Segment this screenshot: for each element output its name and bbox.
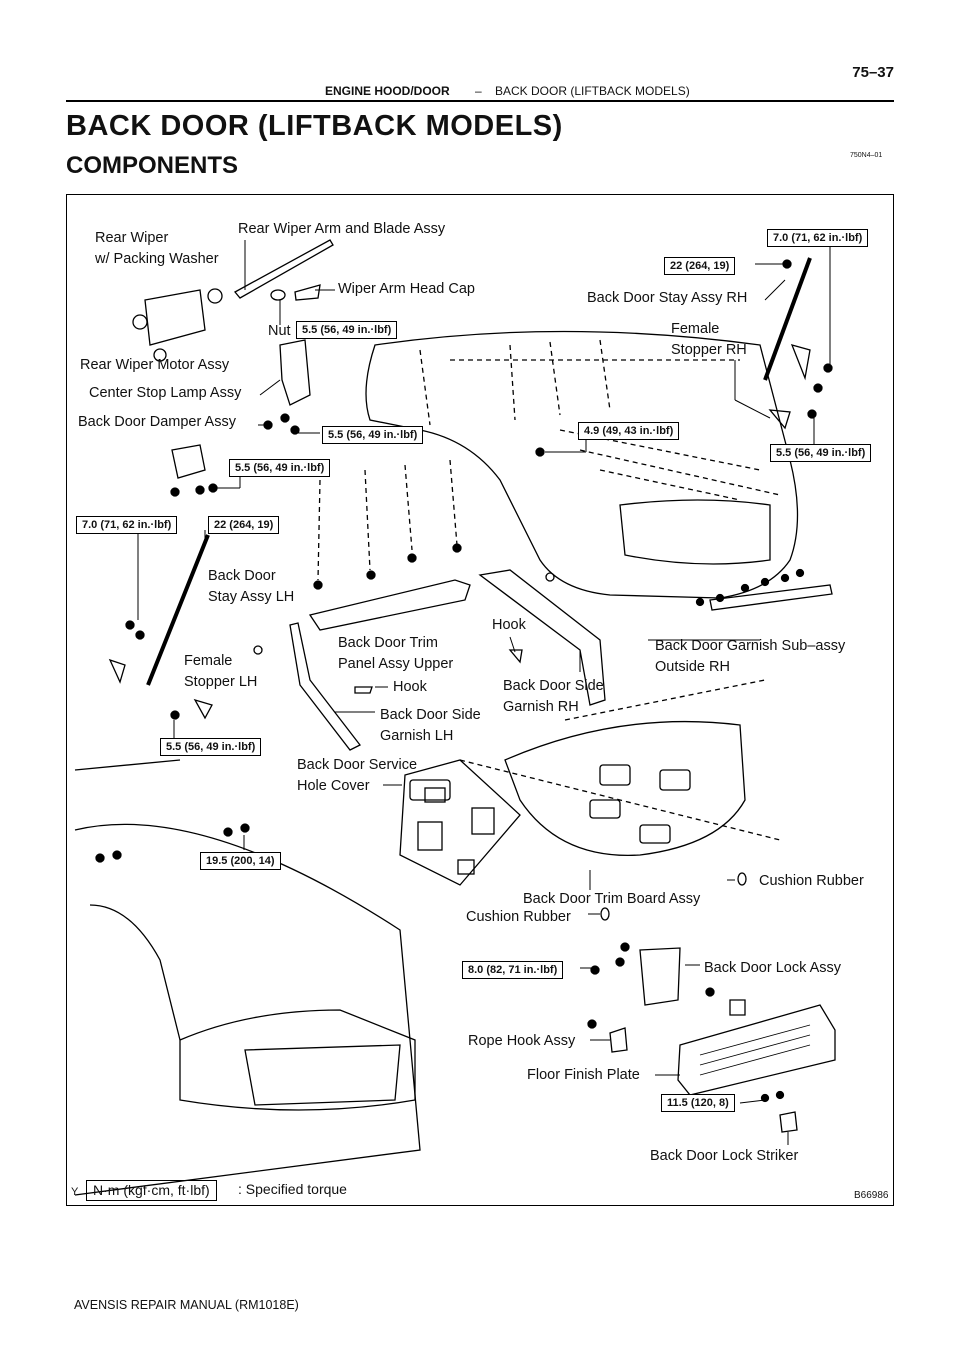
figure-code: B66986 [854,1190,889,1201]
torque-5-5-lamp: 5.5 (56, 49 in.·lbf) [322,426,423,444]
page-subtitle: COMPONENTS [66,152,239,179]
torque-11-5: 11.5 (120, 8) [661,1094,735,1112]
legend-unit-box: N·m (kgf·cm, ft·lbf) [86,1180,217,1201]
page-number: 75–37 [852,64,894,81]
label-service-hole-cover: Back Door Service Hole Cover [297,757,418,794]
page-title: BACK DOOR (LIFTBACK MODELS) [66,110,563,142]
label-nut: Nut [268,323,291,339]
doc-code: 750N4–01 [850,152,883,159]
torque-5-5-lh: 5.5 (56, 49 in.·lbf) [160,738,261,756]
header-subsection: BACK DOOR (LIFTBACK MODELS) [495,84,690,98]
label-wiper-arm-head-cap: Wiper Arm Head Cap [338,281,475,297]
header-section: ENGINE HOOD/DOOR [325,84,450,98]
label-hook-1: Hook [492,617,526,633]
label-lock-striker: Back Door Lock Striker [650,1148,799,1164]
label-garnish-outside-rh: Back Door Garnish Sub–assy Outside RH [655,638,846,675]
label-side-garnish-lh: Back Door Side Garnish LH [380,707,481,744]
label-rear-wiper-arm: Rear Wiper Arm and Blade Assy [238,221,446,237]
label-trim-panel-upper: Back Door Trim Panel Assy Upper [338,635,454,672]
label-back-door-stay-lh: Back Door Stay Assy LH [208,568,295,605]
torque-4-9: 4.9 (49, 43 in.·lbf) [578,422,679,440]
label-floor-finish-plate: Floor Finish Plate [527,1067,640,1083]
torque-7-0-lh: 7.0 (71, 62 in.·lbf) [76,516,177,534]
torque-22-lh: 22 (264, 19) [208,516,279,534]
label-female-stopper-lh: Female Stopper LH [184,653,258,690]
footer-manual-name: AVENSIS REPAIR MANUAL (RM1018E) [74,1298,299,1312]
torque-5-5-nut: 5.5 (56, 49 in.·lbf) [296,321,397,339]
label-rear-wiper: Rear Wiper w/ Packing Washer [95,230,219,267]
torque-7-0-rh: 7.0 (71, 62 in.·lbf) [767,229,868,247]
label-female-stopper-rh: Female Stopper RH [671,321,747,358]
label-back-door-stay-rh: Back Door Stay Assy RH [587,290,748,306]
label-lock-assy: Back Door Lock Assy [704,960,841,976]
label-rear-wiper-motor: Rear Wiper Motor Assy [80,357,230,373]
torque-5-5-rh: 5.5 (56, 49 in.·lbf) [770,444,871,462]
label-hook-2: Hook [393,679,427,695]
label-cushion-rubber-1: Cushion Rubber [759,873,864,889]
header-dash: – [475,84,482,98]
label-side-garnish-rh: Back Door Side Garnish RH [503,678,604,715]
corner-mark: Y [71,1186,79,1198]
torque-22-rh: 22 (264, 19) [664,257,735,275]
label-trim-board: Back Door Trim Board Assy [523,891,701,907]
legend-text: : Specified torque [238,1181,347,1197]
label-back-door-damper: Back Door Damper Assy [78,414,236,430]
label-cushion-rubber-2: Cushion Rubber [466,909,571,925]
torque-8-0: 8.0 (82, 71 in.·lbf) [462,961,563,979]
torque-19-5: 19.5 (200, 14) [200,852,281,870]
label-center-stop-lamp: Center Stop Lamp Assy [89,385,242,401]
label-rope-hook: Rope Hook Assy [468,1033,576,1049]
torque-5-5-damper: 5.5 (56, 49 in.·lbf) [229,459,330,477]
